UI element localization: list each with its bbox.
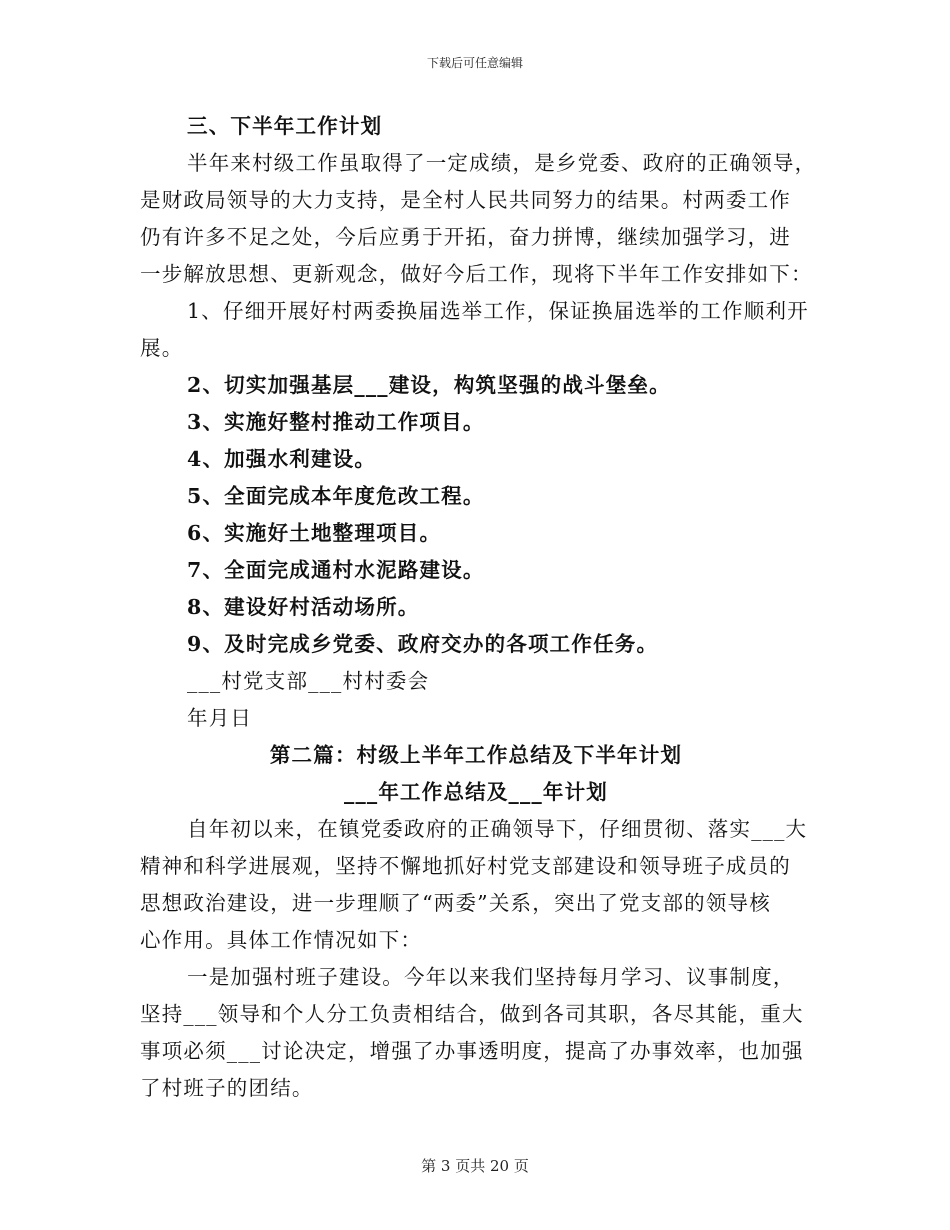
document-body (140, 108, 817, 1107)
text-line: 坚持___领导和个人分工负责相结合，做到各司其职，各尽其能，重大 (140, 1002, 804, 1026)
text-line: 7、全面完成通村水泥路建设。 (187, 558, 485, 582)
text-line: 年月日 (187, 706, 253, 730)
text-line: 是财政局领导的大力支持，是全村人民共同努力的结果。村两委工作 (140, 188, 791, 212)
page-header: 下载后可任意编辑 (426, 56, 523, 70)
text-line: 三、下半年工作计划 (187, 114, 383, 138)
text-line: 一是加强村班子建设。今年以来我们坚持每月学习、议事制度， (187, 965, 795, 989)
text-line: 9、及时完成乡党委、政府交办的各项工作任务。 (187, 632, 659, 656)
text-line: 了村班子的团结。 (140, 1076, 314, 1100)
text-line: ___村党支部___村村委会 (187, 669, 430, 693)
text-line: 仍有许多不足之处，今后应勇于开拓，奋力拼博，继续加强学习，进 (140, 225, 791, 249)
text-line: 思想政治建设，进一步理顺了“两委”关系，突出了党支部的领导核 (140, 891, 771, 915)
text-line: 6、实施好土地整理项目。 (187, 521, 442, 545)
text-line: 事项必须___讨论决定，增强了办事透明度，提高了办事效率，也加强 (140, 1039, 804, 1063)
text-line: 展。 (140, 336, 184, 360)
text-line: 2、切实加强基层___建设，构筑坚强的战斗堡垒。 (187, 373, 671, 397)
text-line: ___年工作总结及___年计划 (344, 780, 608, 804)
text-line: 第二篇：村级上半年工作总结及下半年计划 (269, 743, 683, 767)
text-line: 精神和科学进展观，坚持不懈地抓好村党支部建设和领导班子成员的 (140, 854, 791, 878)
text-line: 8、建设好村活动场所。 (187, 595, 420, 619)
text-line: 3、实施好整村推动工作项目。 (187, 410, 485, 434)
text-line: 一步解放思想、更新观念，做好今后工作，现将下半年工作安排如下： (140, 262, 813, 286)
text-line: 4、加强水利建设。 (187, 447, 377, 471)
text-line: 1、仔细开展好村两委换届选举工作，保证换届选举的工作顺利开 (187, 299, 809, 323)
text-line: 半年来村级工作虽取得了一定成绩，是乡党委、政府的正确领导， (187, 151, 817, 175)
text-line: 自年初以来，在镇党委政府的正确领导下，仔细贯彻、落实___大 (187, 817, 808, 841)
text-line: 心作用。具体工作情况如下： (140, 928, 423, 952)
text-line: 5、全面完成本年度危改工程。 (187, 484, 485, 508)
page-footer: 第 3 页共 20 页 (421, 1157, 529, 1175)
